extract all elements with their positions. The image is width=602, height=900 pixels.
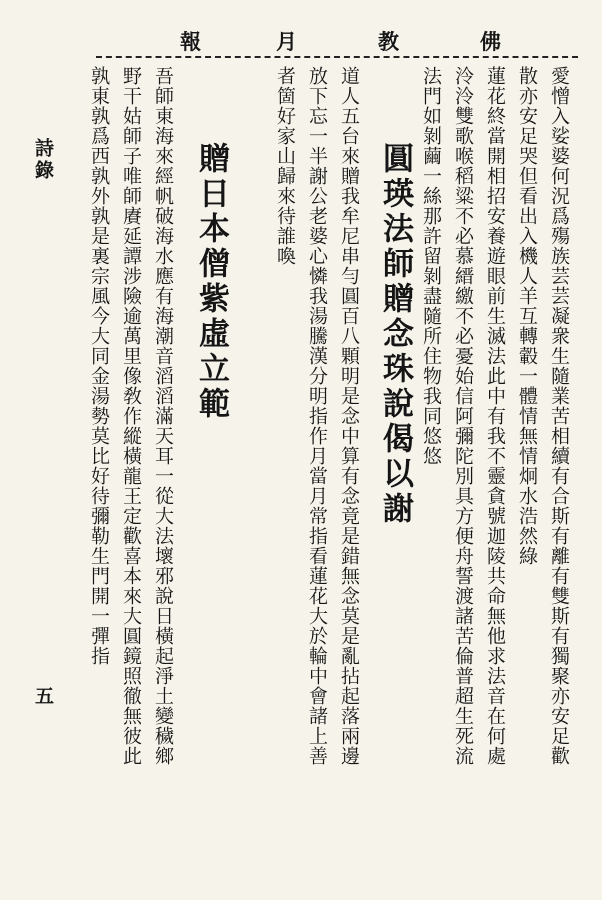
header-char-left: 佛 [480,29,503,54]
page-number: 五 [32,686,54,708]
header-char-right: 報 [180,29,203,54]
poem-line: 野干姑師子唯師賡延譚涉險逾萬里像敎作縱橫龍王定歡喜本來大圓鏡照徹無彼此 [120,66,142,766]
poem-line: 道人五台來贈我牟尼串勻圓百八顆明是念中算有念竟是錯無念莫是亂拈起落兩邊 [338,66,360,766]
poem-title: 圓瑛法師贈念珠說偈以謝 [377,142,413,527]
poem-line: 吾師東海來經帆破海水應有海潮音滔滔滿天耳一從大法壞邪說日橫起淨土變穢鄉 [152,66,174,766]
poem-line: 愛憎入娑婆何況爲殤族芸芸凝衆生隨業苦相續有合斯有離有雙斯有獨聚亦安足歡 [548,66,570,766]
poem-line: 蓮花終當開相招安養遊眼前生滅法此中有我不靈貪號迦陵共命無他求法音在何處 [484,66,506,766]
poem-line: 散亦安足哭但看出入機人羊互轉轂一體情無情炯水浩然綠 [516,66,538,566]
poem-title: 贈日本僧紫虛立範 [193,142,229,422]
poem-line: 孰東孰爲西孰外孰是裏宗風今大同金湯勢莫比好待彌勒生門開一彈指 [88,66,110,666]
poem-line: 法門如剝繭一絲那許留剝盡隨所住物我同悠悠 [420,66,442,466]
poem-line: 放下忘一半謝公老婆心憐我湯騰漢分明指作月當月常指看蓮花大於輪中會諸上善 [306,66,328,766]
header-char-mid: 教 [378,29,401,54]
poem-line: 泠泠雙歌喉稻粱不必慕縉繳不必憂始信阿彌陀別具方便舟誓渡諸苦倫普超生死流 [452,66,474,766]
section-label: 詩錄 [32,138,54,182]
header-rule [96,56,578,58]
header-char-month: 月 [276,29,299,54]
journal-header [100,26,570,54]
poem-line: 者箇好家山歸來待誰喚 [274,66,296,266]
